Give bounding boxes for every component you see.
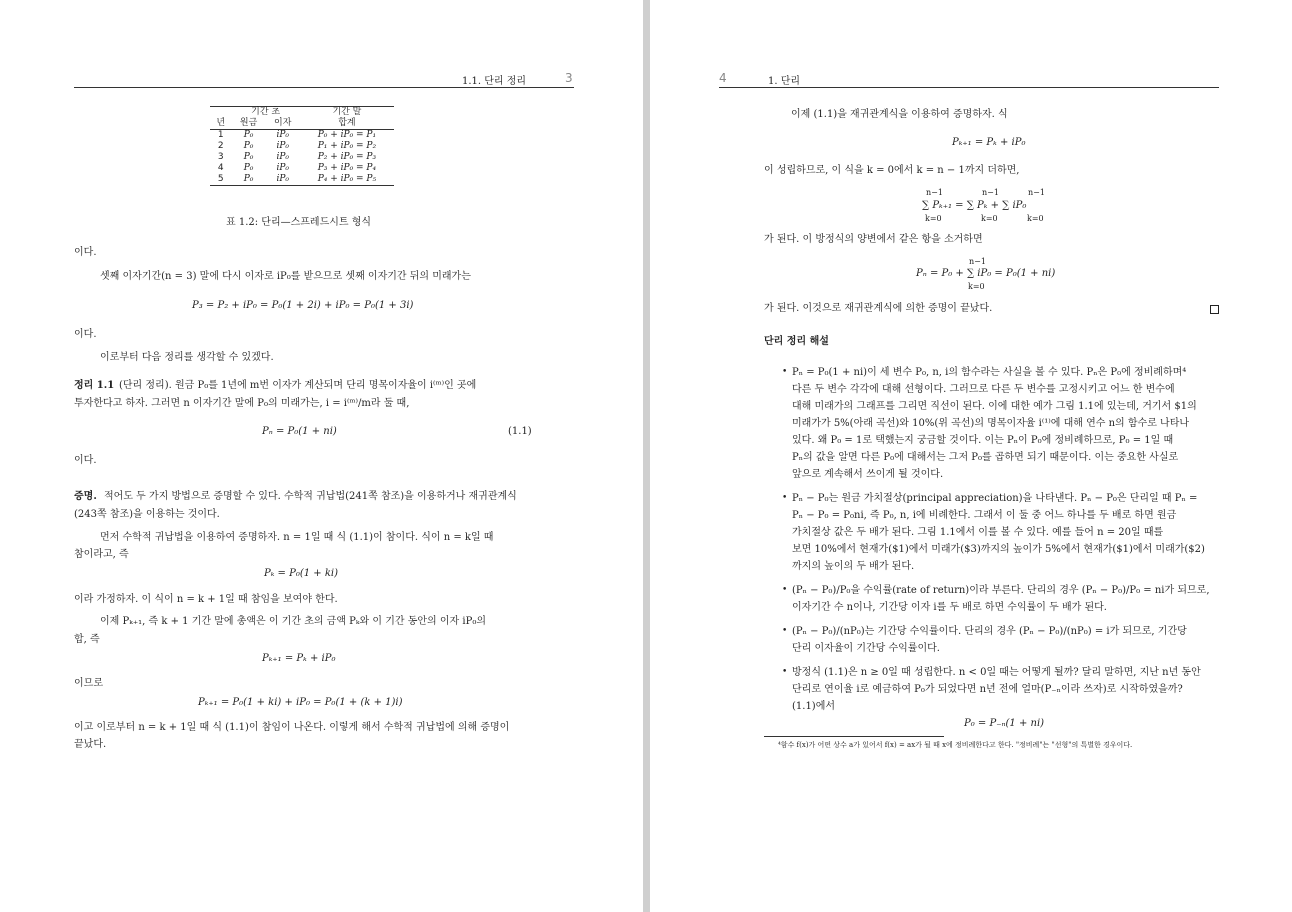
group-header-start: 기간 초 [251,107,281,117]
left-page [0,0,643,912]
text-line: 투자한다고 하자. 그러면 n 이자기간 말에 P₀의 미래가는, i = i⁽ᵐ⁾/m라 둘 때, [74,398,410,409]
text-line: 이제 (1.1)을 재귀관계식을 이용하여 증명하자. 식 [791,109,1008,120]
footnote-rule [764,736,944,737]
proof-label: 증명. [74,491,97,502]
text-line: Pₙ − P₀는 원금 가치절상(principal appreciation)을 나타낸다. Pₙ − P₀은 단리일 때 Pₙ = [792,493,1198,504]
text-line: 이라 가정하자. 이 식이 n = k + 1일 때 참임을 보여야 한다. [74,594,338,605]
text-line: 가 된다. 이 방정식의 양변에서 같은 항을 소거하면 [764,234,983,245]
sum-upper-limit: n−1 [1028,188,1045,197]
text-line: 보면 10%에서 현재가($1)에서 미래가($3)까지의 높이가 5%에서 현재가($1)에서 미래가($2) [792,544,1205,555]
section-heading: 단리 정리 해설 [764,336,829,347]
table-row: 3 P₀ iP₀ P₂ + iP₀ = P₃ [217,152,377,162]
table-row: 4 P₀ iP₀ P₃ + iP₀ = P₄ [217,163,377,173]
text-line: 가 된다. 이것으로 재귀관계식에 의한 증명이 끝났다. [764,303,993,314]
text-line: 이다. [74,247,97,258]
sum-lower-limit: k=0 [968,282,985,291]
table-row: 1 P₀ iP₀ P₀ + iP₀ = P₁ [217,130,377,140]
right-page [650,0,1292,912]
page-gap [643,0,650,912]
table-row: 5 P₀ iP₀ P₄ + iP₀ = P₅ [210,174,394,186]
bullet-icon: • [782,493,788,503]
table-caption: 표 1.2: 단리—스프레드시트 형식 [226,217,372,228]
text-line: 참이라고, 즉 [74,549,129,560]
text-line: 방정식 (1.1)은 n ≥ 0일 때 성립한다. n < 0일 때는 어떻게 될까? 달리 말하면, 지난 n년 동안 [792,667,1201,678]
text-line: 셋째 이자기간(n = 3) 말에 다시 이자로 iP₀를 받으므로 셋째 이자기간 뒤의 미래가는 [100,271,471,282]
col-header: 원금 [239,118,258,128]
page-number: 4 [719,71,727,85]
text-line: 있다. 왜 P₀ = 1로 택했는지 궁금할 것이다. 이는 Pₙ이 P₀에 정비례하므로, P₀ = 1일 때 [792,435,1174,446]
text-line: (Pₙ − P₀)/P₀을 수익률(rate of return)이라 부른다. 단리의 경우 (Pₙ − P₀)/P₀ = ni가 되므로, [792,585,1210,596]
text-line: 적어도 두 가지 방법으로 증명할 수 있다. 수학적 귀납법(241쪽 참조)을 이용하거나 재귀관계식 [104,491,517,502]
col-header: 이자 [274,118,292,128]
text-line: 대해 미래가의 그래프를 그리면 직선이 된다. 이에 대한 예가 그림 1.1에 있는데, 거기서 $1의 [792,401,1197,412]
sum-upper-limit: n−1 [982,188,999,197]
equation-p3: P₃ = P₂ + iP₀ = P₀(1 + 2i) + iP₀ = P₀(1 + 3i) [192,300,414,311]
text-line: 이고 이로부터 n = k + 1일 때 식 (1.1)이 참임이 나온다. 이렇게 해서 수학적 귀납법에 의해 증명이 [74,722,510,733]
running-header-section: 1. 단리 [768,76,801,87]
equation-pk1-expand: Pₖ₊₁ = P₀(1 + ki) + iP₀ = P₀(1 + (k + 1)i) [198,697,403,708]
equation-pk1: Pₖ₊₁ = Pₖ + iP₀ [262,653,336,664]
sum-lower-limit: k=0 [925,214,942,223]
spreadsheet-table [210,106,394,186]
group-header-end: 기간 말 [332,107,362,117]
bullet-icon: • [782,667,788,677]
text-line: 이로부터 다음 정리를 생각할 수 있겠다. [100,352,274,363]
text-line: Pₙ의 값을 알면 다른 P₀에 대해서는 그저 P₀를 곱하면 되기 때문이다. 이는 중요한 사실로 [792,452,1179,463]
bullet-icon: • [782,626,788,636]
qed-square [1210,305,1219,314]
text-line: 이 성립하므로, 이 식을 k = 0에서 k = n − 1까지 더하면, [764,165,1020,176]
text-line: 까지의 높이의 두 배가 된다. [792,561,915,572]
theorem-label: 정리 1.1 [74,380,115,391]
page-number: 3 [565,71,573,85]
text-line: 다른 두 변수 각각에 대해 선형이다. 그러므로 다른 두 변수를 고정시키고 어느 한 변수에 [792,384,1175,395]
text-line: (243쪽 참조)을 이용하는 것이다. [74,509,220,520]
sum-upper-limit: n−1 [926,188,943,197]
bullet-icon: • [782,585,788,595]
equation-telescoped: Pₙ = P₀ + ∑ iP₀ = P₀(1 + ni) [916,268,1056,279]
header-rule [74,87,574,88]
col-header: 합계 [338,118,356,128]
text-line: 앞으로 계속해서 쓰이게 될 것이다. [792,469,944,480]
sum-lower-limit: k=0 [981,214,998,223]
text-line: (단리 정리). 원금 P₀를 1년에 m번 이자가 계산되며 단리 명목이자율이 i⁽ᵐ⁾인 곳에 [119,380,477,391]
table-row: 2 P₀ iP₀ P₁ + iP₀ = P₂ [217,141,377,151]
text-line: (1.1)에서 [792,701,836,712]
text-line: Pₙ − P₀ = P₀ni, 즉 P₀, n, i에 비례한다. 그래서 이 둘 중 어느 하나를 두 배로 하면 원금 [792,510,1177,521]
text-line: 가치절상 값은 두 배가 된다. 그림 1.1에서 이를 볼 수 있다. 예를 들어 n = 20일 때를 [792,527,1164,538]
header-rule [719,87,1219,88]
text-line: 단리 이자율이 기간당 수익률이다. [792,643,940,654]
text-line: 단리로 연이율 i로 예금하여 P₀가 되었다면 n년 전에 얼마(P₋ₙ이라 쓰자)로 시작하였을까? [792,684,1183,695]
text-line: Pₙ = P₀(1 + ni)이 세 변수 P₀, n, i의 함수라는 사실을 볼 수 있다. Pₙ은 P₀에 정비례하며⁴ [792,367,1187,378]
footnote: ⁴함수 f(x)가 어떤 상수 a가 있어서 f(x) = ax가 될 때 x에 정비례한다고 한다. "정비례"는 "선형"의 특별한 경우이다. [778,741,1133,749]
running-header-section: 1.1. 단리 정리 [462,76,527,87]
text-line: 먼저 수학적 귀납법을 이용하여 증명하자. n = 1일 때 식 (1.1)이 참이다. 식이 n = k일 때 [100,532,494,543]
text-line: (Pₙ − P₀)/(nP₀)는 기간당 수익률이다. 단리의 경우 (Pₙ − P₀)/(nP₀) = i가 되므로, 기간당 [792,626,1187,637]
text-line: 미래가가 5%(아래 곡선)와 10%(위 곡선)의 명목이자율 i⁽¹⁾에 대해 연수 n의 함수로 나타나 [792,418,1190,429]
equation-number: (1.1) [508,426,532,437]
sum-upper-limit: n−1 [969,257,986,266]
equation-1-1: Pₙ = P₀(1 + ni) [262,426,337,437]
text-line: 이므로 [74,678,103,689]
text-line: 이다. [74,329,97,340]
text-line: 이자기간 수 n이나, 기간당 이자 i를 두 배로 하면 수익률이 두 배가 된다. [792,602,1107,613]
sum-lower-limit: k=0 [1027,214,1044,223]
equation-sum: ∑ Pₖ₊₁ = ∑ Pₖ + ∑ iP₀ [922,200,1027,211]
equation-recurrence: Pₖ₊₁ = Pₖ + iP₀ [952,137,1026,148]
text-line: 이제 Pₖ₊₁, 즉 k + 1 기간 말에 총액은 이 기간 초의 금액 Pₖ와 이 기간 동안의 이자 iP₀의 [100,616,486,627]
col-header: 년 [216,118,226,128]
equation-pk: Pₖ = P₀(1 + ki) [264,568,339,579]
bullet-icon: • [782,367,788,377]
equation-negative-n: P₀ = P₋ₙ(1 + ni) [964,718,1045,729]
text-line: 합, 즉 [74,634,100,645]
text-line: 이다. [74,455,97,466]
text-line: 끝났다. [74,739,107,750]
